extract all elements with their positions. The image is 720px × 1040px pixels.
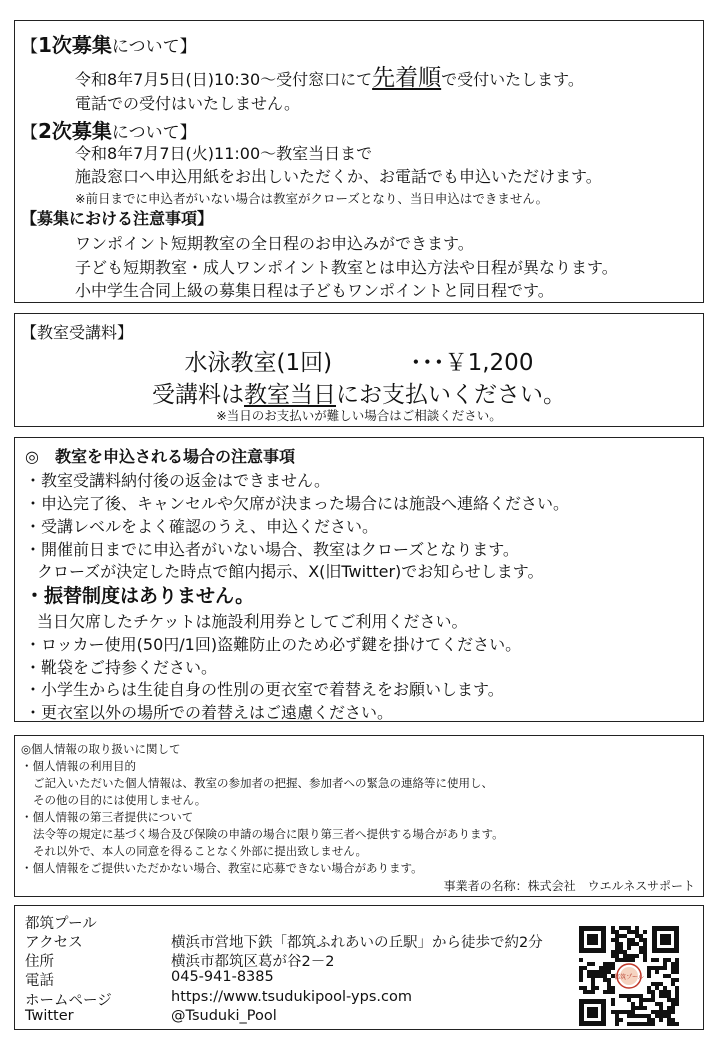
- qr-module: [663, 966, 667, 970]
- qr-module: [667, 958, 671, 962]
- qr-module: [587, 974, 591, 978]
- privacy-section: [14, 735, 704, 897]
- notes-line: ・ロッカー使用(50円/1回)盗難防止のため必ず鍵を掛けてください。: [25, 635, 522, 654]
- operator-name: 事業者の名称：株式会社 ウエルネスサポート: [443, 879, 695, 893]
- qr-module: [611, 950, 615, 954]
- qr-module: [671, 982, 675, 986]
- address-label: 住所: [25, 954, 54, 970]
- privacy-heading: ◎個人情報の取り扱いに関して: [21, 742, 181, 756]
- qr-module: [627, 942, 631, 946]
- qr-module: [655, 970, 659, 974]
- fee-section: [14, 313, 704, 427]
- facility-name: 都筑プール: [25, 916, 97, 932]
- qr-module: [635, 1022, 639, 1026]
- qr-module: [615, 946, 619, 950]
- qr-module: [671, 978, 675, 982]
- notes-line: クローズが決定した時点で館内掲示、X(旧Twitter)でお知らせします。: [37, 562, 544, 581]
- privacy-line: ・個人情報の利用目的: [21, 759, 136, 773]
- website-label: ホームページ: [25, 993, 112, 1009]
- qr-module: [663, 990, 667, 994]
- qr-module: [631, 954, 635, 958]
- qr-module: [619, 950, 623, 954]
- qr-module: [667, 990, 671, 994]
- qr-module: [667, 1014, 671, 1018]
- qr-module: [607, 990, 611, 994]
- qr-module: [675, 962, 679, 966]
- qr-module: [639, 934, 643, 938]
- qr-module: [635, 942, 639, 946]
- fee-item-line: [15, 344, 703, 377]
- qr-module: [627, 1010, 631, 1014]
- qr-module: [619, 1018, 623, 1022]
- qr-module: [667, 974, 671, 978]
- qr-module: [611, 938, 615, 942]
- qr-module: [675, 994, 679, 998]
- qr-module: [639, 1014, 643, 1018]
- qr-module: [631, 938, 635, 942]
- qr-module: [631, 1010, 635, 1014]
- qr-module: [643, 946, 647, 950]
- website-value: https://www.tsudukipool-yps.com: [171, 989, 412, 1005]
- qr-module: [639, 938, 643, 942]
- qr-module: [651, 998, 655, 1002]
- qr-module: [603, 978, 607, 982]
- qr-module: [675, 978, 679, 982]
- twitter-value: @Tsuduki_Pool: [171, 1008, 277, 1024]
- qr-module: [619, 926, 623, 930]
- qr-module: [607, 986, 611, 990]
- no-transfer-notice: ・振替制度はありません。: [25, 585, 255, 607]
- qr-module: [671, 1010, 675, 1014]
- qr-module: [667, 1022, 671, 1026]
- fee-price: ･･･￥1,200: [410, 350, 534, 376]
- qr-module: [579, 974, 583, 978]
- qr-module: [635, 934, 639, 938]
- address-value: 横浜市都筑区葛が谷2－2: [171, 954, 335, 970]
- qr-module: [651, 994, 655, 998]
- qr-module: [615, 950, 619, 954]
- qr-module: [643, 1022, 647, 1026]
- qr-module: [663, 958, 667, 962]
- qr-module: [635, 994, 639, 998]
- second-recruit-note: ※前日までに申込者がいない場合は教室がクローズとなり、当日申込はできません。: [75, 191, 549, 206]
- qr-module: [591, 986, 595, 990]
- qr-module: [651, 1022, 655, 1026]
- caution-line: 小中学生合同上級の募集日程は子どもワンポイントと同日程です。: [75, 281, 554, 300]
- qr-module: [635, 926, 639, 930]
- qr-module: [631, 1022, 635, 1026]
- qr-module: [611, 930, 615, 934]
- qr-module: [611, 926, 615, 930]
- notes-line: ・更衣室以外の場所での着替えはご遠慮ください。: [25, 703, 394, 722]
- fee-heading: 【教室受講料】: [21, 323, 134, 342]
- qr-module: [671, 1006, 675, 1010]
- notes-line: ・靴袋をご持参ください。: [25, 658, 218, 677]
- qr-module: [671, 1022, 675, 1026]
- notes-line: ・開催前日までに申込者がいない場合、教室はクローズとなります。: [25, 540, 519, 559]
- qr-module: [643, 930, 647, 934]
- qr-module: [591, 978, 595, 982]
- qr-module: [663, 1014, 667, 1018]
- privacy-line: 法令等の規定に基づく場合及び保険の申請の場合に限り第三者へ提供する場合があります。: [33, 827, 504, 841]
- qr-module: [627, 946, 631, 950]
- qr-badge-label: 都筑プール: [614, 974, 644, 981]
- qr-module: [583, 986, 587, 990]
- qr-module: [627, 930, 631, 934]
- qr-module: [647, 966, 651, 970]
- qr-module: [643, 954, 647, 958]
- twitter-label: Twitter: [25, 1008, 74, 1024]
- qr-module: [667, 1018, 671, 1022]
- qr-module: [587, 970, 591, 974]
- access-label: アクセス: [25, 935, 83, 951]
- qr-module: [627, 994, 631, 998]
- qr-module: [631, 1006, 635, 1010]
- qr-module: [607, 966, 611, 970]
- qr-module: [591, 990, 595, 994]
- qr-module: [607, 970, 611, 974]
- qr-module: [611, 1010, 615, 1014]
- qr-module: [619, 942, 623, 946]
- qr-module: [651, 966, 655, 970]
- qr-module: [591, 970, 595, 974]
- qr-module: [639, 950, 643, 954]
- qr-module: [635, 1006, 639, 1010]
- qr-module: [639, 1006, 643, 1010]
- qr-module: [611, 962, 615, 966]
- qr-module: [631, 1014, 635, 1018]
- qr-module: [659, 1018, 663, 1022]
- qr-module: [663, 974, 667, 978]
- qr-module: [647, 974, 651, 978]
- qr-module: [651, 990, 655, 994]
- qr-module: [675, 970, 679, 974]
- qr-module: [667, 998, 671, 1002]
- qr-module: [579, 958, 583, 962]
- qr-module: [659, 1002, 663, 1006]
- qr-module: [643, 958, 647, 962]
- qr-module: [587, 962, 591, 966]
- qr-module: [599, 966, 603, 970]
- privacy-line: ・個人情報をご提供いただかない場合、教室に応募できない場合があります。: [21, 861, 423, 875]
- application-notes-section: [14, 437, 704, 722]
- privacy-line: ご記入いただいた個人情報は、教室の参加者の把握、参加者への緊急の連絡等に使用し、: [33, 776, 493, 790]
- qr-module: [603, 990, 607, 994]
- qr-module: [639, 946, 643, 950]
- qr-module: [655, 1010, 659, 1014]
- qr-module: [655, 1002, 659, 1006]
- qr-module: [667, 1010, 671, 1014]
- qr-module: [623, 926, 627, 930]
- qr-module: [643, 1014, 647, 1018]
- qr-module: [659, 1014, 663, 1018]
- qr-module: [627, 926, 631, 930]
- fee-payment-line: 受講料は教室当日にお支払いください。: [152, 382, 566, 408]
- privacy-line: その他の目的には使用しません。: [33, 793, 207, 807]
- qr-module: [675, 990, 679, 994]
- qr-module: [671, 1002, 675, 1006]
- qr-module: [611, 998, 615, 1002]
- qr-module: [579, 978, 583, 982]
- qr-module: [599, 974, 603, 978]
- qr-module: [607, 962, 611, 966]
- qr-module: [647, 986, 651, 990]
- qr-module: [675, 1002, 679, 1006]
- qr-module: [583, 990, 587, 994]
- qr-module: [591, 974, 595, 978]
- qr-module: [631, 942, 635, 946]
- qr-module: [671, 962, 675, 966]
- qr-module: [671, 970, 675, 974]
- qr-module: [631, 930, 635, 934]
- qr-module: [675, 998, 679, 1002]
- qr-module: [659, 1010, 663, 1014]
- qr-module: [623, 950, 627, 954]
- qr-module: [675, 1022, 679, 1026]
- qr-module: [579, 970, 583, 974]
- qr-module: [667, 994, 671, 998]
- qr-module: [579, 966, 583, 970]
- qr-module: [623, 954, 627, 958]
- qr-module: [623, 1010, 627, 1014]
- qr-module: [647, 998, 651, 1002]
- qr-module: [659, 982, 663, 986]
- qr-module: [647, 1022, 651, 1026]
- qr-module: [603, 966, 607, 970]
- notes-heading: ◎ 教室を申込される場合の注意事項: [25, 447, 295, 466]
- qr-module: [639, 1002, 643, 1006]
- qr-module: [659, 966, 663, 970]
- qr-module: [615, 938, 619, 942]
- qr-module: [647, 1014, 651, 1018]
- qr-module: [655, 986, 659, 990]
- qr-module: [615, 1014, 619, 1018]
- qr-module: [623, 994, 627, 998]
- qr-module: [671, 966, 675, 970]
- qr-module: [655, 982, 659, 986]
- qr-module: [599, 970, 603, 974]
- qr-module: [603, 962, 607, 966]
- first-recruit-line1: 令和8年7月5日(日)10:30～受付窓口にて先着順で受付いたします。: [75, 65, 584, 91]
- qr-module: [639, 1022, 643, 1026]
- qr-module: [603, 974, 607, 978]
- qr-module: [615, 1018, 619, 1022]
- qr-module: [647, 1018, 651, 1022]
- qr-module: [607, 978, 611, 982]
- phone-label: 電話: [25, 973, 54, 989]
- qr-module: [635, 1014, 639, 1018]
- qr-module: [611, 966, 615, 970]
- first-recruit-heading: 【1次募集について】: [21, 33, 197, 57]
- qr-module: [627, 954, 631, 958]
- qr-module: [643, 998, 647, 1002]
- qr-module: [623, 958, 627, 962]
- qr-module: [643, 938, 647, 942]
- qr-module: [647, 990, 651, 994]
- qr-module: [591, 962, 595, 966]
- qr-module: [655, 1014, 659, 1018]
- qr-module: [595, 970, 599, 974]
- fee-note: ※当日のお支払いが難しい場合はご相談ください。: [216, 408, 502, 423]
- first-recruit-line2: 電話での受付はいたしません。: [75, 94, 300, 113]
- second-recruit-line1: 令和8年7月7日(火)11:00～教室当日まで: [75, 144, 373, 163]
- qr-module: [615, 1010, 619, 1014]
- notes-line: ・受講レベルをよく確認のうえ、申込ください。: [25, 517, 378, 536]
- second-recruit-line2: 施設窓口へ申込用紙をお出しいただくか、お電話でも申込いただけます。: [75, 167, 602, 186]
- qr-module: [623, 934, 627, 938]
- qr-module: [583, 966, 587, 970]
- caution-line: ワンポイント短期教室の全日程のお申込みができます。: [75, 234, 474, 253]
- qr-module: [663, 1010, 667, 1014]
- qr-module: [619, 958, 623, 962]
- access-value: 横浜市営地下鉄「都筑ふれあいの丘駅」から徒歩で約2分: [171, 935, 543, 951]
- qr-module: [639, 994, 643, 998]
- qr-module: [627, 1014, 631, 1018]
- first-come-emphasis: 先着順: [372, 65, 442, 91]
- qr-module: [615, 930, 619, 934]
- qr-module: [655, 966, 659, 970]
- qr-module: [635, 930, 639, 934]
- qr-module: [619, 994, 623, 998]
- qr-module: [635, 954, 639, 958]
- qr-module: [611, 1002, 615, 1006]
- qr-module: [587, 990, 591, 994]
- qr-module: [655, 958, 659, 962]
- qr-code-icon: [577, 924, 681, 1028]
- second-recruit-heading: 【2次募集について】: [21, 119, 197, 143]
- privacy-line: それ以外で、本人の同意を得ることなく外部に提出致しません。: [33, 844, 367, 858]
- fee-item: 水泳教室(1回): [184, 350, 333, 376]
- recruitment-section: [14, 20, 704, 303]
- qr-module: [675, 986, 679, 990]
- qr-module: [611, 990, 615, 994]
- qr-module: [627, 998, 631, 1002]
- notes-line: ・教室受講料納付後の返金はできません。: [25, 471, 330, 490]
- qr-module: [615, 958, 619, 962]
- facility-section: [14, 905, 704, 1030]
- qr-module: [619, 934, 623, 938]
- qr-module: [671, 998, 675, 1002]
- qr-module: [663, 994, 667, 998]
- qr-module: [619, 1010, 623, 1014]
- qr-module: [639, 998, 643, 1002]
- qr-module: [591, 982, 595, 986]
- qr-module: [615, 954, 619, 958]
- qr-module: [631, 994, 635, 998]
- qr-module: [627, 1022, 631, 1026]
- qr-module: [611, 986, 615, 990]
- qr-module: [643, 950, 647, 954]
- caution-heading: 【募集における注意事項】: [21, 209, 214, 228]
- qr-module: [615, 934, 619, 938]
- qr-module: [595, 986, 599, 990]
- notes-line: 当日欠席したチケットは施設利用券としてご利用ください。: [37, 612, 468, 631]
- qr-module: [659, 990, 663, 994]
- qr-module: [627, 958, 631, 962]
- qr-module: [607, 982, 611, 986]
- qr-module: [643, 942, 647, 946]
- qr-module: [663, 986, 667, 990]
- qr-module: [595, 974, 599, 978]
- privacy-line: ・個人情報の第三者提供について: [21, 810, 194, 824]
- notes-line: ・小学生からは生徒自身の性別の更衣室で着替えをお願いします。: [25, 680, 504, 699]
- qr-module: [615, 1022, 619, 1026]
- qr-module: [611, 954, 615, 958]
- phone-value: 045-941-8385: [171, 969, 274, 985]
- qr-module: [659, 1006, 663, 1010]
- qr-module: [651, 958, 655, 962]
- qr-module: [627, 938, 631, 942]
- qr-module: [675, 966, 679, 970]
- qr-module: [579, 986, 583, 990]
- qr-module: [651, 982, 655, 986]
- payment-day-emphasis: 教室当日: [244, 382, 336, 408]
- qr-module: [619, 946, 623, 950]
- qr-module: [647, 970, 651, 974]
- qr-module: [675, 958, 679, 962]
- qr-module: [651, 1018, 655, 1022]
- qr-module: [643, 1006, 647, 1010]
- qr-module: [615, 942, 619, 946]
- qr-module: [667, 1006, 671, 1010]
- qr-module: [663, 962, 667, 966]
- qr-module: [631, 958, 635, 962]
- qr-module: [651, 1010, 655, 1014]
- qr-module: [603, 970, 607, 974]
- qr-module: [631, 1002, 635, 1006]
- notes-line: ・申込完了後、キャンセルや欠席が決まった場合には施設へ連絡ください。: [25, 494, 570, 513]
- qr-module: [659, 994, 663, 998]
- caution-line: 子ども短期教室・成人ワンポイント教室とは申込方法や日程が異なります。: [75, 258, 618, 277]
- qr-module: [671, 1018, 675, 1022]
